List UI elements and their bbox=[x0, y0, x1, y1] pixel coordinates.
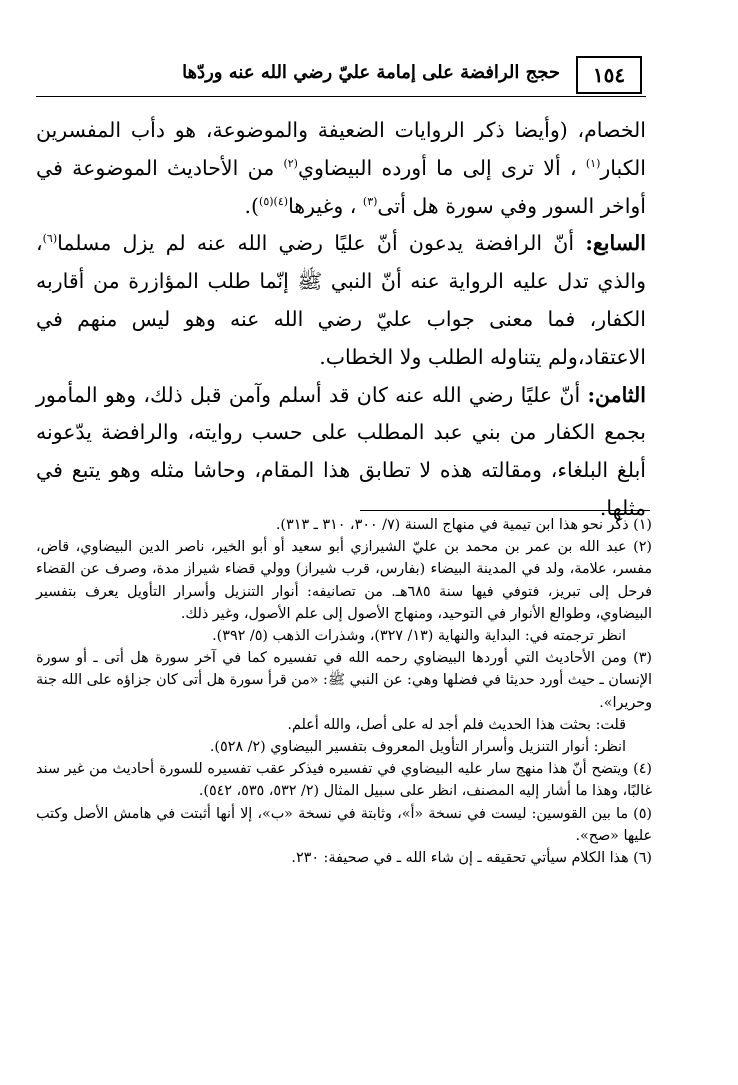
footnotes bbox=[36, 514, 652, 869]
footnote-ref: (٢) bbox=[283, 156, 298, 170]
footnote-3: (٣) ومن الأحاديث التي أوردها البيضاوي رحمه الله في تفسيره كما في آخر سورة هل أتى ـ أو سورة الإنسان ـ حيث أورد حديثا في فضلها وهي: عن النبي ﷺ: «من قرأ سورة هل أتى كان جزاؤه على الله جنة وحريرا». bbox=[36, 650, 652, 711]
paragraph-continuation: الخصام، (وأيضا ذكر الروايات الضعيفة والموضوعة، هو دأب المفسرين الكبار$^{(١)}$ ، ألا ترى إلى ما أورده البيضاوي$^{(٢)}$ من الأحاديث الموضوعة في أواخر السور وفي سورة هل أتى$^{(٣)}$ ، وغيرها$^{(٤)(٥)}$). bbox=[36, 118, 646, 218]
running-title: حجج الرافضة على إمامة عليّ رضي الله عنه وردّها bbox=[182, 62, 560, 83]
footnote-1: (١) ذكر نحو هذا ابن تيمية في منهاج السنة (٧/ ٣٠٠، ٣١٠ ـ ٣١٣). bbox=[275, 517, 652, 533]
paragraph-eighth bbox=[36, 377, 646, 528]
eighth-text: أنّ عليًا رضي الله عنه كان قد أسلم وآمن قبل ذلك، وهو المأمور بجمع الكفار من بني عبد المطلب على حسب روايته، والرافضة يدّعونه أبلغ البلغاء، ومقالته هذه لا تطابق هذا المقام، وحاشا مثله وهو يتبع في مثلها. bbox=[36, 382, 646, 520]
footnote-ref: (٣) bbox=[362, 194, 378, 208]
footnote-2: (٢) عبد الله بن عمر بن محمد بن عليّ الشيرازي أبو سعيد أو أبو الخير، ناصر الدين البيضاوي، قاض، مفسر، علامة، ولد في المدينة البيضاء (بفارس، قرب شيراز) وولي قضاء شيراز مدة، وصرف عن القضاء فرحل إلى تبريز، فتوفي فيها سنة ٦٨٥هـ. من تصانيفه: أنوار التنزيل وأسرار التأويل يعرف بتفسير البيضاوي، وطوالع الأنوار في التوحيد، ومنهاج الأصول إلى علم الأصول، وغير ذلك. bbox=[36, 539, 652, 622]
footnote-2-sources: انظر ترجمته في: البداية والنهاية (١٣/ ٣٢٧)، وشذرات الذهب (٥/ ٣٩٢). bbox=[212, 628, 626, 645]
footnote-5: (٥) ما بين القوسين: ليست في نسخة «أ»، وثابتة في نسخة «ب»، إلا أنها أثبتت في هامش الأصل وكتب عليها «صح». bbox=[36, 805, 652, 844]
footnote-ref: (٥) bbox=[259, 194, 274, 208]
footnote-3-note: قلت: بحثت هذا الحديث فلم أجد له على أصل، والله أعلم. bbox=[287, 716, 626, 733]
footnote-ref: (٤) bbox=[273, 194, 289, 208]
header-divider bbox=[36, 96, 646, 97]
seventh-text: أنّ الرافضة يدعون أنّ عليًا رضي الله عنه لم يزل مسلما$^{(٦)}$، والذي تدل عليه الرواية عنه أنّ النبي ﷺ إنّما طلب المؤازرة من أقاربه الكفار، فما معنى جواب عليّ رضي الله عنه وهو ليس منهم في الاعتقاد،ولم يتناوله الطلب ولا الخطاب. bbox=[36, 231, 646, 369]
seventh-heading: السابع: bbox=[585, 231, 646, 256]
eighth-heading: الثامن: bbox=[587, 382, 646, 407]
footnote-ref: (٦) bbox=[42, 232, 58, 246]
footnote-4: (٤) ويتضح أنّ هذا منهج سار عليه البيضاوي في تفسيره فيذكر عقب تفسيره للسورة أحاديث من غير سند غالبًا، وهذا ما أشار إليه المصنف، انظر على سبيل المثال (٢/ ٥٣٢، ٥٣٥، ٥٤٢). bbox=[36, 761, 652, 800]
footnote-6: (٦) هذا الكلام سيأتي تحقيقه ـ إن شاء الله ـ في صحيفة: ٢٣٠. bbox=[291, 850, 652, 867]
footnote-3-source: انظر: أنوار التنزيل وأسرار التأويل المعروف بتفسير البيضاوي (٢/ ٥٢٨). bbox=[209, 739, 626, 756]
paragraph-seventh bbox=[36, 225, 646, 376]
footnote-divider bbox=[360, 510, 650, 511]
main-text bbox=[36, 112, 646, 528]
page-number: ١٥٤ bbox=[576, 56, 642, 94]
page-header bbox=[36, 56, 646, 98]
footnote-ref: (١) bbox=[585, 156, 601, 170]
